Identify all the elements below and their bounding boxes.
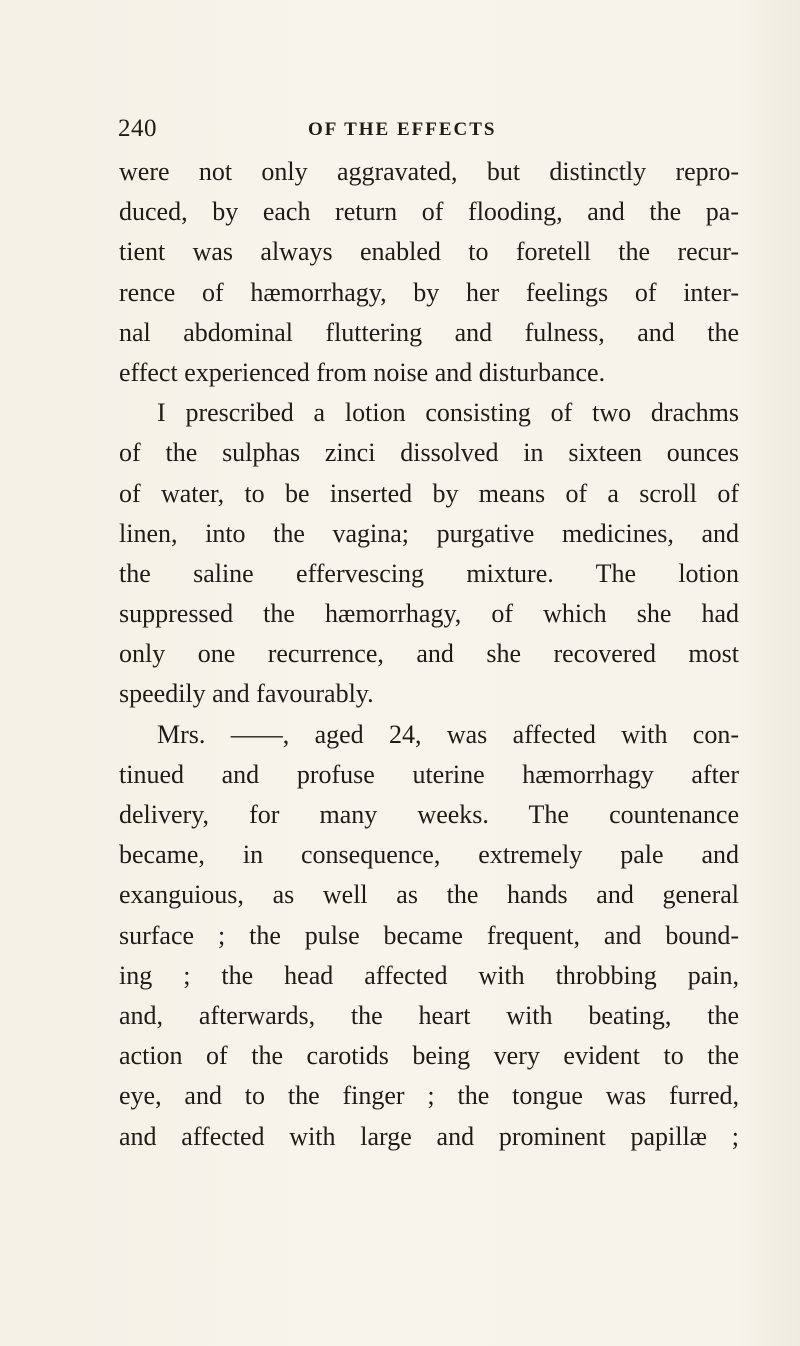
text-line: were not only aggravated, but distinctly repro- (119, 157, 739, 186)
text-line: I prescribed a lotion consisting of two drachms (157, 398, 739, 428)
body-text (119, 152, 739, 1157)
text-line: linen, into the vagina; purgative medicines, and (119, 518, 739, 548)
page-header (118, 115, 738, 145)
text-line: nal abdominal fluttering and fulness, and the (119, 317, 739, 347)
text-line: and, afterwards, the heart with beating, the (119, 1000, 739, 1030)
text-line: became, in consequence, extremely pale and (119, 840, 739, 870)
text-line: rence of hæmorrhagy, by her feelings of inter- (119, 277, 739, 307)
text-line: of water, to be inserted by means of a scroll of (119, 478, 739, 508)
text-line: suppressed the hæmorrhagy, of which she had (119, 599, 739, 629)
text-line: action of the carotids being very evident to the (119, 1041, 739, 1071)
text-line: Mrs. ——, aged 24, was affected with con- (157, 719, 739, 749)
page-number: 240 (118, 115, 157, 142)
text-line: the saline effervescing mixture. The lotion (119, 558, 739, 588)
text-line: effect experienced from noise and disturbance. (119, 357, 606, 387)
text-line: delivery, for many weeks. The countenance (119, 800, 739, 829)
text-line: duced, by each return of flooding, and the pa- (119, 197, 739, 227)
running-head: OF THE EFFECTS (308, 119, 497, 140)
text-line: only one recurrence, and she recovered most (119, 639, 739, 669)
text-line: tinued and profuse uterine hæmorrhagy after (119, 759, 739, 789)
text-line: of the sulphas zinci dissolved in sixteen ounces (119, 438, 739, 468)
text-line: and affected with large and prominent papillæ ; (119, 1121, 739, 1151)
text-line: exanguious, as well as the hands and general (119, 880, 739, 910)
text-line: surface ; the pulse became frequent, and bound- (119, 920, 739, 950)
text-line: speedily and favourably. (119, 679, 374, 709)
text-line: tient was always enabled to foretell the recur- (119, 237, 739, 267)
text-line: eye, and to the finger ; the tongue was furred, (119, 1081, 739, 1111)
text-line: ing ; the head affected with throbbing pain, (119, 960, 739, 990)
